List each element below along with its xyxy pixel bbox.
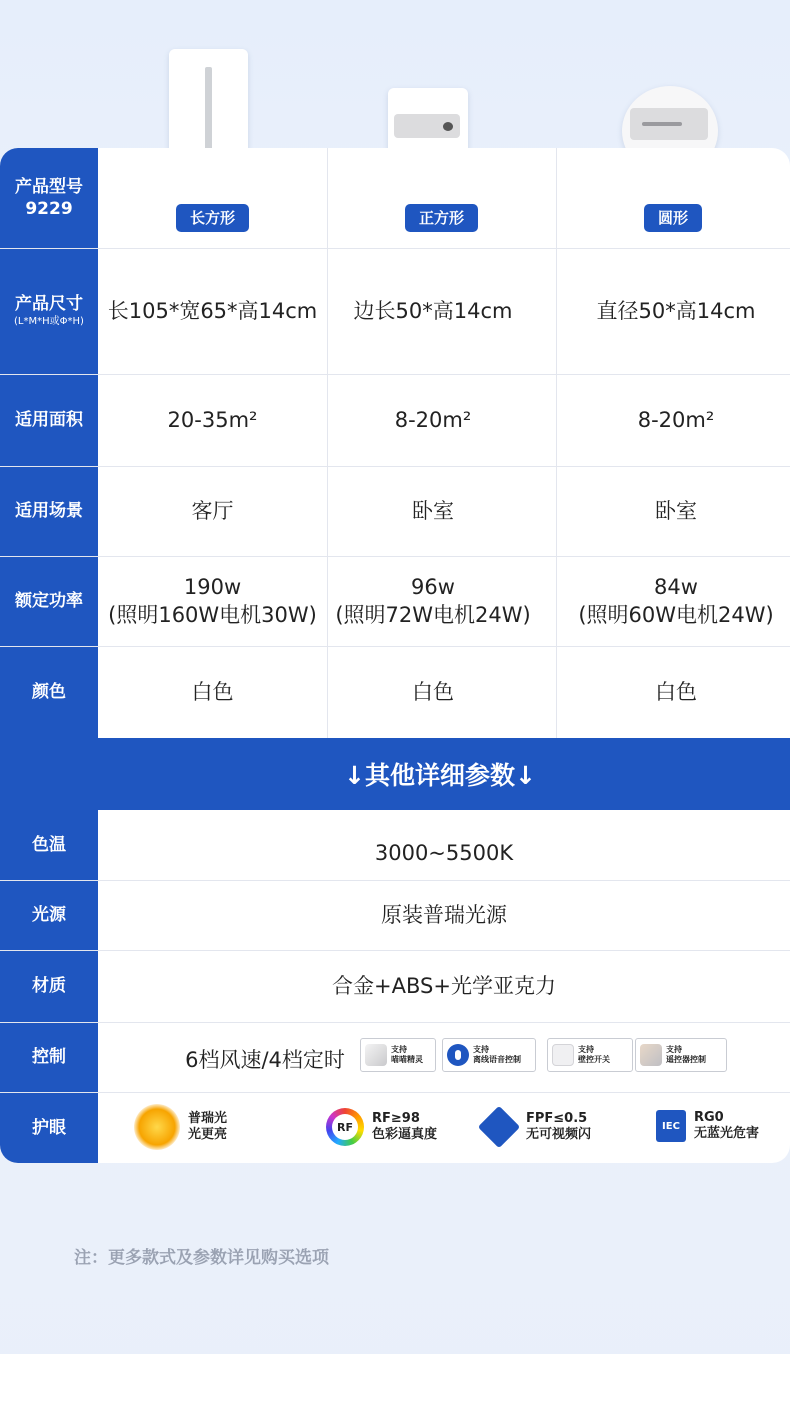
power-detail-text: (照明60W电机24W) [578,603,774,627]
scene-value [556,466,790,556]
rectangle-light-strip [205,67,212,155]
size-label-text: 产品尺寸 [15,294,83,314]
eye-item-flicker [480,1108,591,1146]
area-value [327,374,539,466]
light-source-value-text: 原装普瑞光源 [381,903,507,927]
control-chip-smart-speaker [360,1038,436,1072]
spec-table-card [0,148,790,1163]
chip-line1: 支持 [578,1045,594,1054]
chip-line2: 壁控开关 [578,1055,610,1064]
row-divider [0,880,790,881]
eye-protection-label [0,1092,98,1163]
material-label-text: 材质 [32,976,66,996]
model-number: 9229 [25,199,73,219]
power-label [0,556,98,646]
size-sublabel: (L*M*H或Φ*H) [14,316,84,327]
control-value-text: 6档风速/4档定时 [185,1048,345,1072]
eye-line1: RF≥98 [372,1111,420,1126]
eye-item-rf [326,1108,437,1146]
rf-color-icon [326,1108,364,1146]
eye-line1: FPF≤0.5 [526,1111,588,1126]
chip-line2: 喵喵精灵 [391,1055,423,1064]
size-value-text: 直径50*高14cm [596,299,756,323]
eye-item-sunlight [134,1104,227,1150]
bottom-band [0,1354,790,1401]
color-label-text: 颜色 [32,682,66,702]
details-banner: ↓其他详细参数↓ [0,738,790,810]
color-temp-label [0,810,98,880]
color-value-text: 白色 [655,680,697,704]
eye-item-iec [656,1110,759,1142]
chip-line1: 支持 [473,1045,489,1054]
round-display [642,122,682,126]
color-temp-label-text: 色温 [32,835,66,855]
area-value-text: 20-35m² [167,408,258,432]
size-value [556,248,790,374]
control-label-text: 控制 [32,1047,66,1067]
iec-icon: IEC [656,1110,686,1142]
color-label [0,646,98,738]
size-value [98,248,327,374]
scene-value-text: 客厅 [191,499,234,523]
model-label-text: 产品型号 [15,177,83,197]
row-divider [0,950,790,951]
power-value [556,556,790,646]
material-value-text: 合金+ABS+光学亚克力 [332,974,556,998]
chip-line2: 离线语音控制 [473,1055,521,1064]
row-divider [0,466,790,467]
row-divider [0,646,790,647]
scene-value-text: 卧室 [655,499,697,523]
area-value-text: 8-20m² [394,408,472,432]
scene-label [0,466,98,556]
shape-tag[interactable]: 长方形 [176,204,249,232]
color-value [556,646,790,738]
square-display [443,122,453,131]
light-source-label [0,880,98,950]
material-value [98,950,790,1022]
control-value [170,1022,360,1098]
model-label [0,148,98,248]
color-value [98,646,327,738]
column-divider [327,148,328,738]
shape-cell-2 [327,148,556,248]
row-divider [0,1092,790,1093]
rf-icon-inner: RF [332,1114,358,1140]
sun-icon [134,1104,180,1150]
eye-line1: RG0 [694,1110,724,1125]
row-divider [0,1022,790,1023]
power-detail-text: (照明160W电机30W) [108,603,317,627]
footnote: 注：更多款式及参数详见购买选项 [74,1248,329,1268]
smart-speaker-icon [365,1044,387,1066]
eye-line1: 普瑞光 [188,1111,228,1126]
control-label [0,1022,98,1092]
eye-line2: 光更亮 [188,1127,228,1142]
color-value [327,646,539,738]
size-value [327,248,539,374]
area-label [0,374,98,466]
area-value [98,374,327,466]
chip-line2: 遥控器控制 [666,1055,706,1064]
scene-value-text: 卧室 [412,499,454,523]
light-source-label-text: 光源 [32,905,66,925]
shape-tag[interactable]: 正方形 [405,204,478,232]
eye-line2: 无蓝光危害 [694,1126,760,1141]
power-value-text: 190w [183,575,242,599]
wall-switch-icon [552,1044,574,1066]
size-value-text: 长105*宽65*高14cm [107,299,318,323]
power-detail-text: (照明72W电机24W) [335,603,531,627]
scene-label-text: 适用场景 [15,501,83,521]
shape-tag[interactable]: 圆形 [644,204,702,232]
size-label [0,248,98,374]
chip-line1: 支持 [391,1045,407,1054]
chip-line1: 支持 [666,1045,682,1054]
power-value-text: 96w [411,575,455,599]
eye-line2: 色彩逼真度 [372,1127,438,1142]
light-source-value [98,880,790,950]
area-value-text: 8-20m² [637,408,715,432]
eye-line2: 无可视频闪 [526,1127,592,1142]
color-temp-value-text: 3000~5500K [374,841,514,865]
row-divider [0,248,790,249]
power-value [327,556,539,646]
row-divider [0,556,790,557]
power-label-text: 额定功率 [15,591,83,611]
scene-value [327,466,539,556]
control-chip-wall-switch [547,1038,633,1072]
control-chip-remote [635,1038,727,1072]
column-divider [556,148,557,738]
material-label [0,950,98,1022]
color-value-text: 白色 [191,680,234,704]
eye-protection-label-text: 护眼 [32,1117,66,1138]
area-value [556,374,790,466]
shape-cell-1 [98,148,327,248]
power-value-text: 84w [654,575,698,599]
size-value-text: 边长50*高14cm [353,299,513,323]
flicker-free-icon [478,1106,520,1148]
control-chip-voice [442,1038,536,1072]
microphone-icon [447,1044,469,1066]
scene-value [98,466,327,556]
area-label-text: 适用面积 [15,410,83,430]
shape-cell-3 [556,148,790,248]
color-value-text: 白色 [412,680,454,704]
remote-control-icon [640,1044,662,1066]
microphone-glyph [455,1050,461,1060]
power-value [98,556,327,646]
row-divider [0,374,790,375]
